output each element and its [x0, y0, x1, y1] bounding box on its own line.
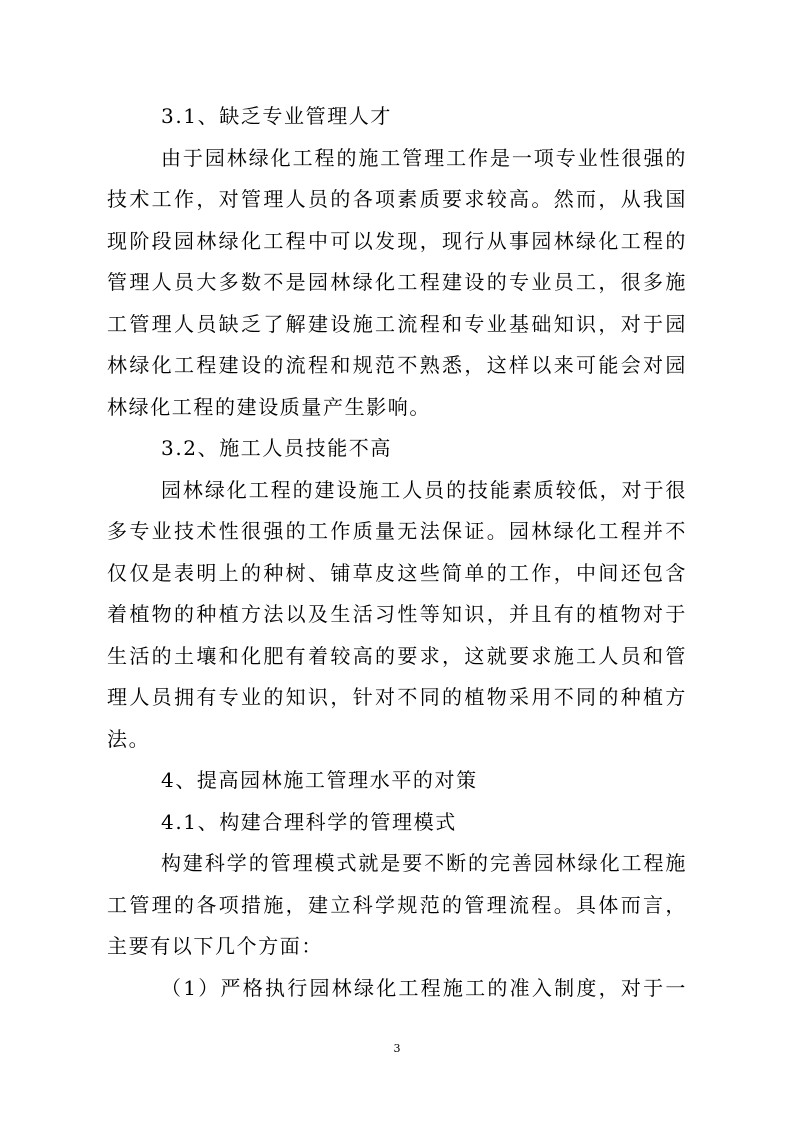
text-line: 工管理人员缺乏了解建设施工流程和专业基础知识，对于园 — [107, 311, 687, 336]
text-line: 构建科学的管理模式就是要不断的完善园林绿化工程施 — [161, 851, 687, 875]
body-text — [107, 96, 687, 1009]
text-line: 园林绿化工程的建设施工人员的技能素质较低，对于很 — [161, 477, 687, 502]
text-line: 法。 — [107, 726, 151, 751]
text-line: （1）严格执行园林绿化工程施工的准入制度，对于一 — [161, 975, 687, 1000]
text-line: 生活的土壤和化肥有着较高的要求，这就要求施工人员和管 — [107, 643, 687, 668]
text-line: 工管理的各项措施，建立科学规范的管理流程。具体而言， — [107, 892, 687, 917]
text-line: 理人员拥有专业的知识，针对不同的植物采用不同的种植方 — [107, 685, 687, 709]
text-line: 现阶段园林绿化工程中可以发现，现行从事园林绿化工程的 — [107, 228, 687, 253]
text-line: 林绿化工程建设的流程和规范不熟悉，这样以来可能会对园 — [107, 353, 687, 377]
text-line: 4、提高园林施工管理水平的对策 — [161, 768, 478, 792]
text-line: 着植物的种植方法以及生活习性等知识，并且有的植物对于 — [107, 602, 687, 626]
text-line: 3.1、缺乏专业管理人才 — [161, 104, 393, 128]
text-line: 多专业技术性很强的工作质量无法保证。园林绿化工程并不 — [107, 519, 687, 543]
text-line: 3.2、施工人员技能不高 — [161, 436, 393, 460]
page-number: 3 — [393, 1042, 401, 1055]
text-line: 管理人员大多数不是园林绿化工程建设的专业员工，很多施 — [107, 270, 687, 294]
text-line: 技术工作，对管理人员的各项素质要求较高。然而，从我国 — [107, 187, 687, 211]
text-line: 由于园林绿化工程的施工管理工作是一项专业性很强的 — [161, 145, 687, 170]
text-line: 仅仅是表明上的种树、铺草皮这些简单的工作，中间还包含 — [107, 560, 687, 585]
text-line: 林绿化工程的建设质量产生影响。 — [107, 394, 431, 419]
text-line: 4.1、构建合理科学的管理模式 — [161, 809, 457, 834]
text-line: 主要有以下几个方面： — [107, 934, 323, 958]
